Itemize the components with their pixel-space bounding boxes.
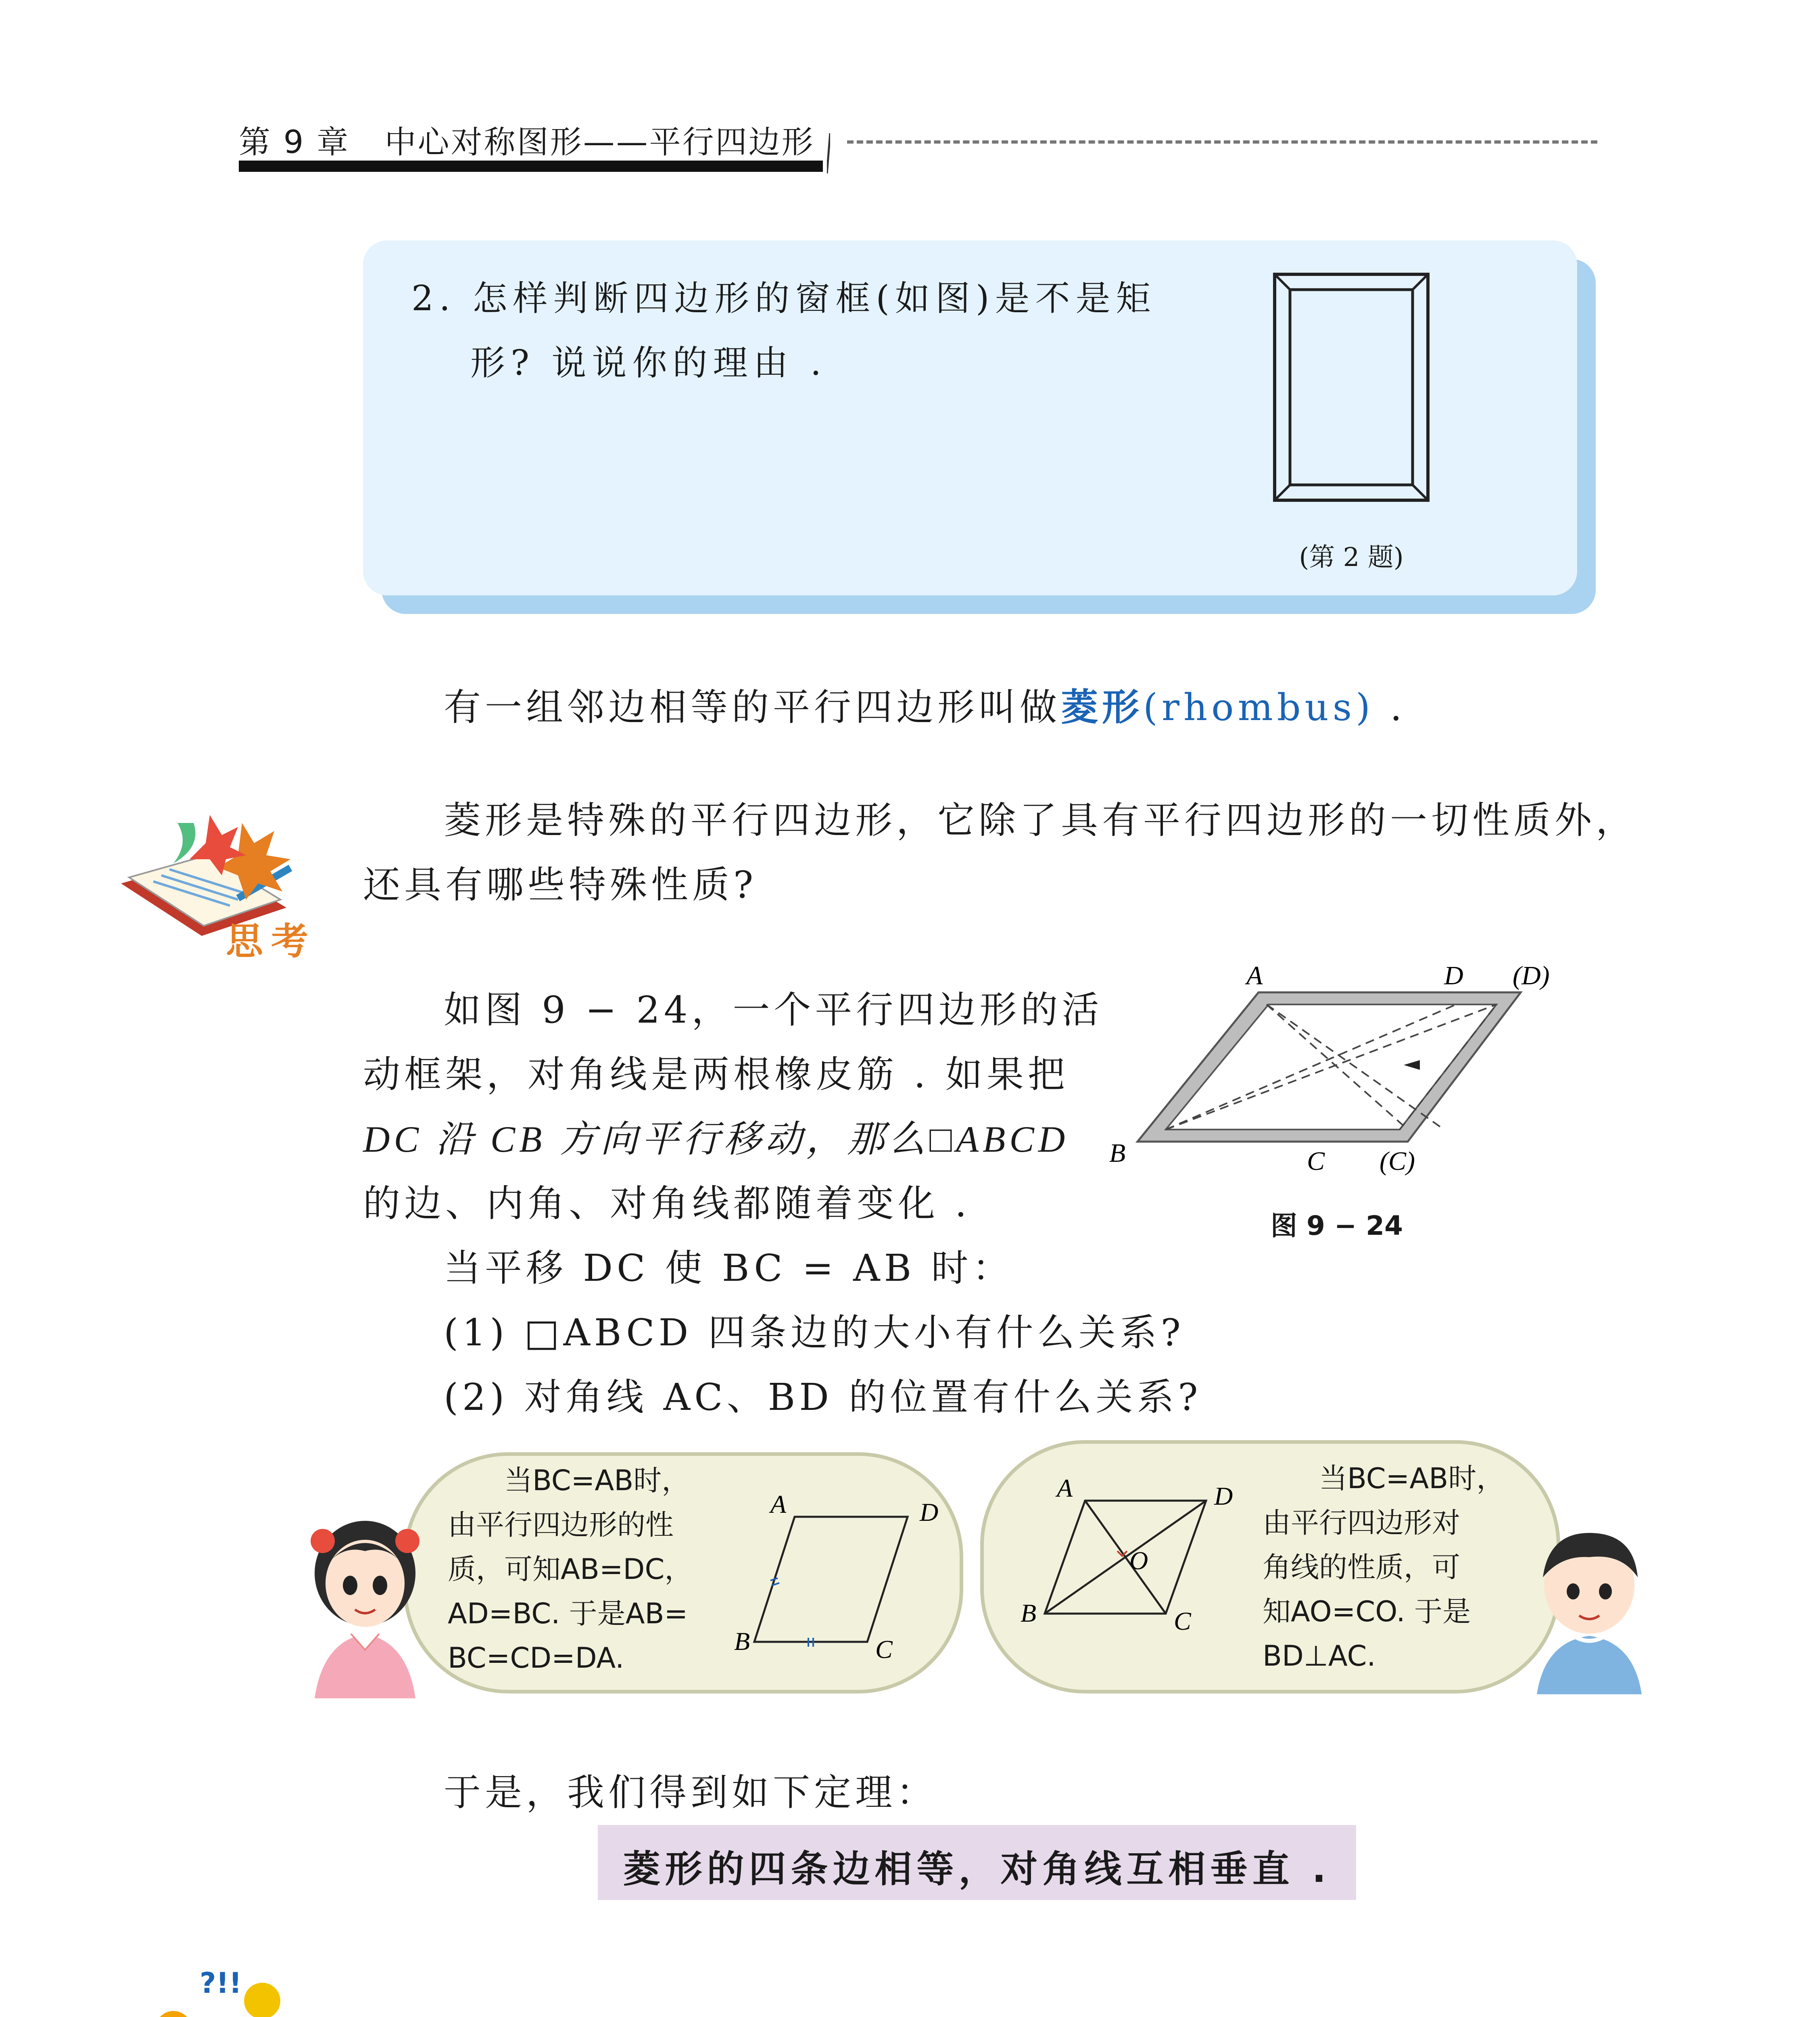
theorem-text: 菱形的四条边相等，对角线互相垂直 . [623,1848,1331,1891]
keyword-rhombus: 菱形 [1061,685,1144,729]
right-bubble-line-5: BD⊥AC. [1263,1639,1376,1672]
fig-label-A: A [1246,961,1263,990]
right-bubble-line-2: 由平行四边形对 [1263,1506,1460,1539]
right-bubble-line-4: 知AO=CO. 于是 [1263,1595,1471,1628]
right-fig-label-A: A [1057,1474,1073,1502]
rhombus-definition [444,678,1406,731]
header-dashed-rule [847,140,1597,144]
right-fig-label-C: C [1174,1607,1191,1635]
figure-9-24-frame [1097,952,1601,1178]
left-fig-label-C: C [875,1635,893,1664]
header-underline [239,161,823,172]
conclusion-text: 于是，我们得到如下定理： [444,1771,938,1814]
left-bubble-line-4: AD=BC. 于是AB= [448,1597,688,1630]
activity-line-4: 的边、内角、对角线都随着变化 . [363,1182,971,1225]
english-term: (rhombus) [1143,686,1375,729]
boy-student-avatar [1521,1517,1658,1694]
window-frame-figure [1271,270,1432,512]
left-bubble-parallelogram-figure [722,1489,956,1666]
think-icon-label: 思考 [226,920,317,963]
left-bubble-line-5: BC=CD=DA. [448,1641,624,1675]
fig-label-D: D [1444,961,1463,990]
left-fig-label-B: B [734,1627,750,1656]
left-bubble-line-2: 由平行四边形的性 [448,1508,674,1541]
left-fig-label-D: D [920,1498,939,1526]
exercise-figure-caption: (第 2 题) [1299,543,1404,572]
left-bubble-line-1: 当BC=AB时， [504,1464,690,1497]
chapter-title: 中心对称图形——平行四边形 [384,124,815,161]
fig-label-D-moved: (D) [1513,961,1550,990]
exercise-text-line-1: 2. 怎样判断四边形的窗框(如图)是不是矩 [411,278,1156,319]
think-text-line-1: 菱形是特殊的平行四边形，它除了具有平行四边形的一切性质外， [444,799,1637,842]
activity-question-1: (1) □ABCD 四条边的大小有什么关系? [444,1311,1185,1354]
right-bubble-rhombus-figure [1012,1468,1263,1642]
fig-label-B: B [1109,1138,1126,1168]
header-slash [827,133,830,173]
discuss-people-icon [129,1948,307,2017]
fig-label-C: C [1307,1146,1325,1176]
chapter-number: 第 9 章 [239,124,350,161]
right-bubble-line-1: 当BC=AB时， [1319,1462,1505,1495]
discuss-icon-marks: ?!! [200,1967,242,2000]
fig-label-C-moved: (C) [1380,1146,1415,1176]
activity-question-2: (2) 对角线 AC、BD 的位置有什么关系? [444,1376,1202,1419]
right-bubble-line-3: 角线的性质，可 [1263,1551,1460,1584]
right-fig-label-O: O [1129,1546,1148,1575]
chapter-header [239,117,815,162]
definition-period: . [1374,686,1406,729]
left-bubble-line-3: 质，可知AB=DC， [448,1553,693,1586]
activity-line-5: 当平移 DC 使 BC = AB 时： [444,1247,1014,1290]
definition-text: 有一组邻边相等的平行四边形叫做 [444,686,1061,729]
discuss-question [444,2009,1207,2017]
left-fig-label-A: A [770,1490,787,1518]
figure-9-24-caption: 图 9 − 24 [1271,1210,1403,1241]
activity-line-3: DC 沿 CB 方向平行移动，那么□ABCD [363,1119,1069,1160]
right-fig-label-D: D [1214,1482,1233,1510]
think-text-line-2: 还具有哪些特殊性质? [363,863,758,906]
activity-line-2: 动框架，对角线是两根橡皮筋 . 如果把 [363,1053,1069,1096]
girl-student-avatar [298,1513,432,1698]
activity-line-1: 如图 9 − 24，一个平行四边形的活 [444,988,1103,1031]
exercise-text-line-2: 形? 说说你的理由 . [470,343,827,383]
right-fig-label-B: B [1021,1599,1037,1627]
